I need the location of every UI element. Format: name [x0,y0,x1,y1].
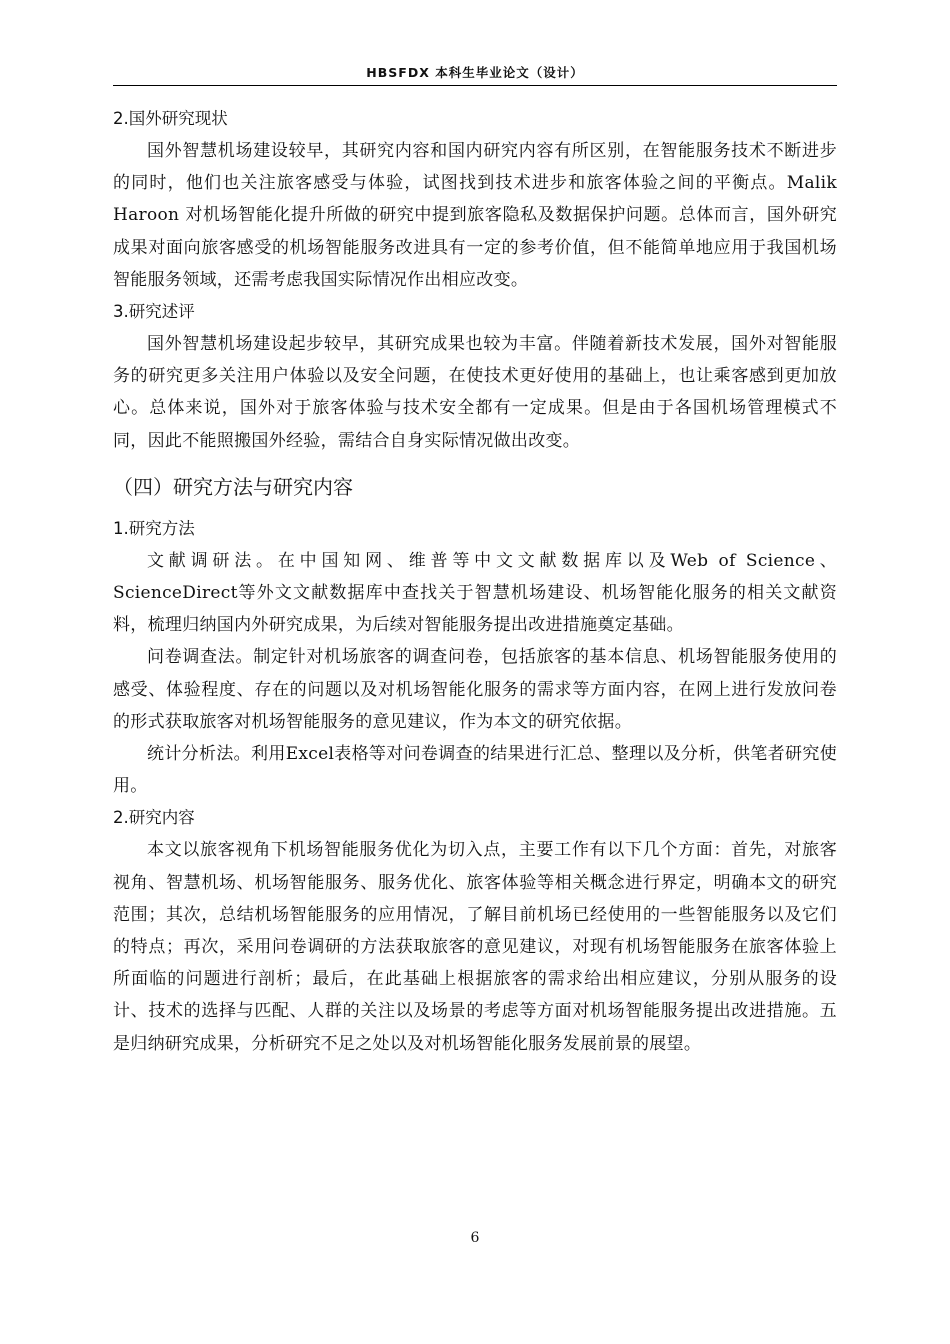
paragraph-literature-method: 文献调研法。在中国知网、维普等中文文献数据库以及Web of Science、ScienceDirect等外文文献数据库中查找关于智慧机场建设、机场智能化服务的相关文献资料，梳理归纳国内外研究成果，为后续对智能服务提出改进措施奠定基础。 [113,550,837,636]
paragraph-research-review: 国外智慧机场建设起步较早，其研究成果也较为丰富。伴随着新技术发展，国外对智能服务的研究更多关注用户体验以及安全问题，在使技术更好使用的基础上，也让乘客感到更加放心。总体来说，国外对于旅客体验与技术安全都有一定成果。但是由于各国机场管理模式不同，因此不能照搬国外经验，需结合自身实际情况做出改变。 [113,334,837,451]
paragraph-research-content: 本文以旅客视角下机场智能服务优化为切入点，主要工作有以下几个方面：首先，对旅客视角、智慧机场、机场智能服务、服务优化、旅客体验等相关概念进行界定，明确本文的研究范围；其次，总结机场智能服务的应用情况，了解目前机场已经使用的一些智能服务以及它们的特点；再次，采用问卷调研的方法获取旅客的意见建议，对现有机场智能服务在旅客体验上所面临的问题进行剖析；最后，在此基础上根据旅客的需求给出相应建议，分别从服务的设计、技术的选择与匹配、人群的关注以及场景的考虑等方面对机场智能服务提出改进措施。五是归纳研究成果，分析研究不足之处以及对机场智能化服务发展前景的展望。 [113,840,837,1054]
paragraph-statistics-method: 统计分析法。利用Excel表格等对问卷调查的结果进行汇总、整理以及分析，供笔者研究使用。 [113,744,837,797]
paragraph-questionnaire-method: 问卷调查法。制定针对机场旅客的调查问卷，包括旅客的基本信息、机场智能服务使用的感受、体验程度、存在的问题以及对机场智能化服务的需求等方面内容，在网上进行发放问卷的形式获取旅客对机场智能服务的意见建议，作为本文的研究依据。 [113,647,837,732]
page-number: 6 [470,1230,480,1246]
heading-methods-and-content: （四）研究方法与研究内容 [113,474,353,499]
heading-research-review: 3.研究述评 [113,302,195,322]
running-header: HBSFDX 本科生毕业论文（设计） [366,65,584,80]
heading-research-content: 2.研究内容 [113,808,195,828]
page-content [113,103,837,1060]
heading-research-methods: 1.研究方法 [113,518,195,538]
section-heading-wrap [113,457,837,513]
paragraph-foreign-status: 国外智慧机场建设较早，其研究内容和国内研究内容有所区别，在智能服务技术不断进步的同时，他们也关注旅客感受与体验，试图找到技术进步和旅客体验之间的平衡点。Malik Haroon 对机场智能化提升所做的研究中提到旅客隐私及数据保护问题。总体而言，国外研究成果对面向旅客感受的机场智能服务改进具有一定的参考价值，但不能简单地应用于我国机场智能服务领域，还需考虑我国实际情况作出相应改变。 [113,141,837,290]
header-rule [113,85,837,86]
heading-foreign-status: 2.国外研究现状 [113,109,228,128]
